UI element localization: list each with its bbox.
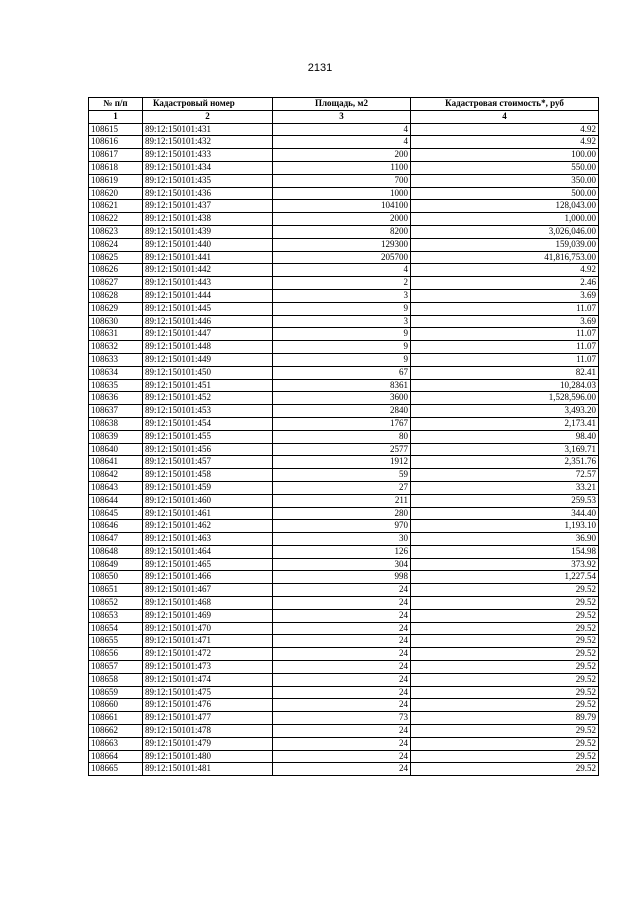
area-cell: 24 — [273, 737, 411, 750]
cost-cell: 344.40 — [411, 507, 599, 520]
row-number-cell: 108623 — [89, 225, 143, 238]
area-cell: 1100 — [273, 161, 411, 174]
header-cadastral-value — [411, 98, 599, 111]
table-row — [89, 635, 599, 648]
table-row — [89, 520, 599, 533]
cost-cell: 3,169.71 — [411, 443, 599, 456]
table-row — [89, 469, 599, 482]
row-number-cell: 108633 — [89, 353, 143, 366]
cadastral-number-cell: 89:12:150101:447 — [143, 328, 273, 341]
area-cell: 24 — [273, 686, 411, 699]
row-number-cell: 108626 — [89, 264, 143, 277]
cost-cell: 29.52 — [411, 725, 599, 738]
row-number-cell: 108625 — [89, 251, 143, 264]
area-cell: 2000 — [273, 213, 411, 226]
header-col3-label: Площадь, м2 — [314, 98, 369, 108]
row-number-cell: 108651 — [89, 584, 143, 597]
area-cell: 9 — [273, 328, 411, 341]
table-row — [89, 161, 599, 174]
cost-cell: 1,528,596.00 — [411, 392, 599, 405]
table-row — [89, 443, 599, 456]
cost-cell: 3,493.20 — [411, 405, 599, 418]
table-row — [89, 750, 599, 763]
area-cell: 24 — [273, 673, 411, 686]
row-number-cell: 108622 — [89, 213, 143, 226]
area-cell: 24 — [273, 648, 411, 661]
table-row — [89, 328, 599, 341]
cadastral-number-cell: 89:12:150101:481 — [143, 763, 273, 776]
cadastral-number-cell: 89:12:150101:454 — [143, 417, 273, 430]
cost-cell: 4.92 — [411, 123, 599, 136]
area-cell: 129300 — [273, 238, 411, 251]
cost-cell: 10,284.03 — [411, 379, 599, 392]
row-number-cell: 108617 — [89, 149, 143, 162]
area-cell: 3 — [273, 289, 411, 302]
cadastral-number-cell: 89:12:150101:478 — [143, 725, 273, 738]
cost-cell: 29.52 — [411, 750, 599, 763]
row-number-cell: 108662 — [89, 725, 143, 738]
row-number-cell: 108661 — [89, 712, 143, 725]
area-cell: 30 — [273, 533, 411, 546]
table-row — [89, 481, 599, 494]
cost-cell: 33.21 — [411, 481, 599, 494]
cadastral-number-cell: 89:12:150101:456 — [143, 443, 273, 456]
row-number-cell: 108653 — [89, 609, 143, 622]
column-number: 3 — [273, 110, 411, 123]
cadastral-number-cell: 89:12:150101:474 — [143, 673, 273, 686]
table-row — [89, 507, 599, 520]
table-row — [89, 302, 599, 315]
table-row — [89, 289, 599, 302]
area-cell: 2 — [273, 277, 411, 290]
column-number-row — [89, 110, 599, 123]
row-number-cell: 108616 — [89, 136, 143, 149]
cost-cell: 11.07 — [411, 353, 599, 366]
table-row — [89, 699, 599, 712]
table-row — [89, 763, 599, 776]
header-row-number — [89, 98, 143, 111]
cost-cell: 29.52 — [411, 763, 599, 776]
area-cell: 970 — [273, 520, 411, 533]
cadastral-number-cell: 89:12:150101:435 — [143, 174, 273, 187]
row-number-cell: 108629 — [89, 302, 143, 315]
cadastral-number-cell: 89:12:150101:473 — [143, 661, 273, 674]
row-number-cell: 108665 — [89, 763, 143, 776]
column-number: 4 — [411, 110, 599, 123]
cost-cell: 259.53 — [411, 494, 599, 507]
cost-cell: 128,043.00 — [411, 200, 599, 213]
cadastral-number-cell: 89:12:150101:444 — [143, 289, 273, 302]
row-number-cell: 108655 — [89, 635, 143, 648]
cadastral-number-cell: 89:12:150101:469 — [143, 609, 273, 622]
cost-cell: 159,039.00 — [411, 238, 599, 251]
cost-cell: 2,351.76 — [411, 456, 599, 469]
table-row — [89, 673, 599, 686]
cadastral-number-cell: 89:12:150101:438 — [143, 213, 273, 226]
cadastral-number-cell: 89:12:150101:464 — [143, 545, 273, 558]
table-row — [89, 712, 599, 725]
area-cell: 104100 — [273, 200, 411, 213]
cadastral-number-cell: 89:12:150101:471 — [143, 635, 273, 648]
cadastral-number-cell: 89:12:150101:453 — [143, 405, 273, 418]
row-number-cell: 108644 — [89, 494, 143, 507]
area-cell: 998 — [273, 571, 411, 584]
row-number-cell: 108631 — [89, 328, 143, 341]
column-number: 2 — [143, 110, 273, 123]
table-row — [89, 405, 599, 418]
cost-cell: 41,816,753.00 — [411, 251, 599, 264]
row-number-cell: 108641 — [89, 456, 143, 469]
table-row — [89, 136, 599, 149]
row-number-cell: 108632 — [89, 341, 143, 354]
row-number-cell: 108647 — [89, 533, 143, 546]
table-row — [89, 264, 599, 277]
area-cell: 80 — [273, 430, 411, 443]
row-number-cell: 108645 — [89, 507, 143, 520]
cost-cell: 11.07 — [411, 302, 599, 315]
cadastral-number-cell: 89:12:150101:452 — [143, 392, 273, 405]
cost-cell: 3.69 — [411, 289, 599, 302]
cadastral-number-cell: 89:12:150101:479 — [143, 737, 273, 750]
cadastral-number-cell: 89:12:150101:465 — [143, 558, 273, 571]
row-number-cell: 108659 — [89, 686, 143, 699]
cadastral-number-cell: 89:12:150101:457 — [143, 456, 273, 469]
table-row — [89, 417, 599, 430]
cadastral-number-cell: 89:12:150101:443 — [143, 277, 273, 290]
cadastral-number-cell: 89:12:150101:434 — [143, 161, 273, 174]
row-number-cell: 108621 — [89, 200, 143, 213]
cadastral-number-cell: 89:12:150101:477 — [143, 712, 273, 725]
cadastral-number-cell: 89:12:150101:467 — [143, 584, 273, 597]
table-row — [89, 341, 599, 354]
cadastral-number-cell: 89:12:150101:480 — [143, 750, 273, 763]
area-cell: 9 — [273, 341, 411, 354]
cadastral-number-cell: 89:12:150101:433 — [143, 149, 273, 162]
cadastral-number-cell: 89:12:150101:446 — [143, 315, 273, 328]
cost-cell: 89.79 — [411, 712, 599, 725]
cadastral-number-cell: 89:12:150101:442 — [143, 264, 273, 277]
cadastral-number-cell: 89:12:150101:450 — [143, 366, 273, 379]
cadastral-number-cell: 89:12:150101:441 — [143, 251, 273, 264]
table-row — [89, 545, 599, 558]
cost-cell: 1,000.00 — [411, 213, 599, 226]
area-cell: 24 — [273, 635, 411, 648]
header-area — [273, 98, 411, 111]
area-cell: 3600 — [273, 392, 411, 405]
table-row — [89, 494, 599, 507]
row-number-cell: 108642 — [89, 469, 143, 482]
row-number-cell: 108646 — [89, 520, 143, 533]
row-number-cell: 108635 — [89, 379, 143, 392]
cadastral-number-cell: 89:12:150101:455 — [143, 430, 273, 443]
cadastral-number-cell: 89:12:150101:432 — [143, 136, 273, 149]
cost-cell: 82.41 — [411, 366, 599, 379]
page-number: 2131 — [307, 62, 333, 74]
table-row — [89, 200, 599, 213]
table-header-row — [89, 98, 599, 111]
cost-cell: 4.92 — [411, 136, 599, 149]
table-row — [89, 686, 599, 699]
table-row — [89, 661, 599, 674]
area-cell: 280 — [273, 507, 411, 520]
cost-cell: 3.69 — [411, 315, 599, 328]
table-row — [89, 392, 599, 405]
table-row — [89, 597, 599, 610]
area-cell: 700 — [273, 174, 411, 187]
cost-cell: 29.52 — [411, 686, 599, 699]
cost-cell: 29.52 — [411, 661, 599, 674]
row-number-cell: 108640 — [89, 443, 143, 456]
cost-cell: 72.57 — [411, 469, 599, 482]
cadastral-number-cell: 89:12:150101:445 — [143, 302, 273, 315]
table-row — [89, 315, 599, 328]
row-number-cell: 108658 — [89, 673, 143, 686]
row-number-cell: 108634 — [89, 366, 143, 379]
cost-cell: 1,227.54 — [411, 571, 599, 584]
area-cell: 24 — [273, 725, 411, 738]
cost-cell: 29.52 — [411, 648, 599, 661]
header-cadastral-number — [143, 98, 273, 111]
cost-cell: 350.00 — [411, 174, 599, 187]
cost-cell: 4.92 — [411, 264, 599, 277]
cadastral-number-cell: 89:12:150101:451 — [143, 379, 273, 392]
cadastral-number-cell: 89:12:150101:470 — [143, 622, 273, 635]
area-cell: 24 — [273, 661, 411, 674]
cost-cell: 29.52 — [411, 635, 599, 648]
column-number: 1 — [89, 110, 143, 123]
table-row — [89, 123, 599, 136]
table-row — [89, 174, 599, 187]
cost-cell: 29.52 — [411, 597, 599, 610]
row-number-cell: 108663 — [89, 737, 143, 750]
row-number-cell: 108627 — [89, 277, 143, 290]
cadastral-number-cell: 89:12:150101:461 — [143, 507, 273, 520]
area-cell: 67 — [273, 366, 411, 379]
cadastral-number-cell: 89:12:150101:472 — [143, 648, 273, 661]
cost-cell: 98.40 — [411, 430, 599, 443]
area-cell: 27 — [273, 481, 411, 494]
cost-cell: 29.52 — [411, 609, 599, 622]
area-cell: 24 — [273, 609, 411, 622]
cadastral-number-cell: 89:12:150101:476 — [143, 699, 273, 712]
cadastral-number-cell: 89:12:150101:460 — [143, 494, 273, 507]
row-number-cell: 108656 — [89, 648, 143, 661]
area-cell: 200 — [273, 149, 411, 162]
row-number-cell: 108620 — [89, 187, 143, 200]
cadastral-number-cell: 89:12:150101:459 — [143, 481, 273, 494]
cost-cell: 373.92 — [411, 558, 599, 571]
table-row — [89, 456, 599, 469]
row-number-cell: 108648 — [89, 545, 143, 558]
area-cell: 59 — [273, 469, 411, 482]
header-col2-label: Кадастровый номер — [153, 98, 235, 108]
table-row — [89, 571, 599, 584]
area-cell: 4 — [273, 123, 411, 136]
table-row — [89, 149, 599, 162]
area-cell: 205700 — [273, 251, 411, 264]
area-cell: 9 — [273, 302, 411, 315]
area-cell: 1767 — [273, 417, 411, 430]
cost-cell: 36.90 — [411, 533, 599, 546]
row-number-cell: 108649 — [89, 558, 143, 571]
cost-cell: 29.52 — [411, 673, 599, 686]
row-number-cell: 108657 — [89, 661, 143, 674]
table-row — [89, 558, 599, 571]
cost-cell: 11.07 — [411, 328, 599, 341]
cadastral-number-cell: 89:12:150101:468 — [143, 597, 273, 610]
table-row — [89, 366, 599, 379]
header-col4-label: Кадастровая стоимость*, руб — [445, 98, 564, 108]
cadastral-table — [88, 97, 599, 776]
row-number-cell: 108660 — [89, 699, 143, 712]
cadastral-number-cell: 89:12:150101:436 — [143, 187, 273, 200]
cost-cell: 500.00 — [411, 187, 599, 200]
row-number-cell: 108628 — [89, 289, 143, 302]
row-number-cell: 108643 — [89, 481, 143, 494]
area-cell: 304 — [273, 558, 411, 571]
table-row — [89, 225, 599, 238]
table-row — [89, 187, 599, 200]
table-body — [89, 123, 599, 776]
row-number-cell: 108618 — [89, 161, 143, 174]
cadastral-number-cell: 89:12:150101:431 — [143, 123, 273, 136]
area-cell: 1912 — [273, 456, 411, 469]
table-row — [89, 584, 599, 597]
cadastral-number-cell: 89:12:150101:448 — [143, 341, 273, 354]
table-row — [89, 251, 599, 264]
area-cell: 9 — [273, 353, 411, 366]
area-cell: 211 — [273, 494, 411, 507]
cadastral-number-cell: 89:12:150101:475 — [143, 686, 273, 699]
table-row — [89, 238, 599, 251]
cadastral-number-cell: 89:12:150101:439 — [143, 225, 273, 238]
cadastral-number-cell: 89:12:150101:462 — [143, 520, 273, 533]
cost-cell: 2,173.41 — [411, 417, 599, 430]
area-cell: 3 — [273, 315, 411, 328]
cost-cell: 154.98 — [411, 545, 599, 558]
area-cell: 4 — [273, 264, 411, 277]
table-row — [89, 430, 599, 443]
table-row — [89, 213, 599, 226]
cost-cell: 1,193.10 — [411, 520, 599, 533]
area-cell: 1000 — [273, 187, 411, 200]
area-cell: 126 — [273, 545, 411, 558]
cost-cell: 3,026,046.00 — [411, 225, 599, 238]
row-number-cell: 108652 — [89, 597, 143, 610]
row-number-cell: 108637 — [89, 405, 143, 418]
area-cell: 24 — [273, 699, 411, 712]
area-cell: 8361 — [273, 379, 411, 392]
table-row — [89, 725, 599, 738]
cadastral-number-cell: 89:12:150101:440 — [143, 238, 273, 251]
row-number-cell: 108636 — [89, 392, 143, 405]
cost-cell: 29.52 — [411, 622, 599, 635]
row-number-cell: 108654 — [89, 622, 143, 635]
row-number-cell: 108639 — [89, 430, 143, 443]
row-number-cell: 108664 — [89, 750, 143, 763]
table-row — [89, 622, 599, 635]
area-cell: 2577 — [273, 443, 411, 456]
area-cell: 24 — [273, 622, 411, 635]
row-number-cell: 108650 — [89, 571, 143, 584]
area-cell: 8200 — [273, 225, 411, 238]
cost-cell: 29.52 — [411, 584, 599, 597]
area-cell: 73 — [273, 712, 411, 725]
row-number-cell: 108619 — [89, 174, 143, 187]
row-number-cell: 108630 — [89, 315, 143, 328]
area-cell: 2840 — [273, 405, 411, 418]
cost-cell: 550.00 — [411, 161, 599, 174]
cost-cell: 29.52 — [411, 699, 599, 712]
cadastral-number-cell: 89:12:150101:437 — [143, 200, 273, 213]
area-cell: 24 — [273, 763, 411, 776]
table-row — [89, 353, 599, 366]
cost-cell: 29.52 — [411, 737, 599, 750]
table-row — [89, 533, 599, 546]
table-row — [89, 737, 599, 750]
cost-cell: 100.00 — [411, 149, 599, 162]
header-col1-label: № п/п — [103, 98, 128, 108]
table-row — [89, 648, 599, 661]
cadastral-number-cell: 89:12:150101:458 — [143, 469, 273, 482]
area-cell: 4 — [273, 136, 411, 149]
table-row — [89, 277, 599, 290]
table-row — [89, 609, 599, 622]
cadastral-number-cell: 89:12:150101:449 — [143, 353, 273, 366]
row-number-cell: 108638 — [89, 417, 143, 430]
cost-cell: 11.07 — [411, 341, 599, 354]
row-number-cell: 108615 — [89, 123, 143, 136]
cost-cell: 2.46 — [411, 277, 599, 290]
row-number-cell: 108624 — [89, 238, 143, 251]
table-row — [89, 379, 599, 392]
cadastral-number-cell: 89:12:150101:463 — [143, 533, 273, 546]
area-cell: 24 — [273, 584, 411, 597]
area-cell: 24 — [273, 597, 411, 610]
area-cell: 24 — [273, 750, 411, 763]
cadastral-number-cell: 89:12:150101:466 — [143, 571, 273, 584]
